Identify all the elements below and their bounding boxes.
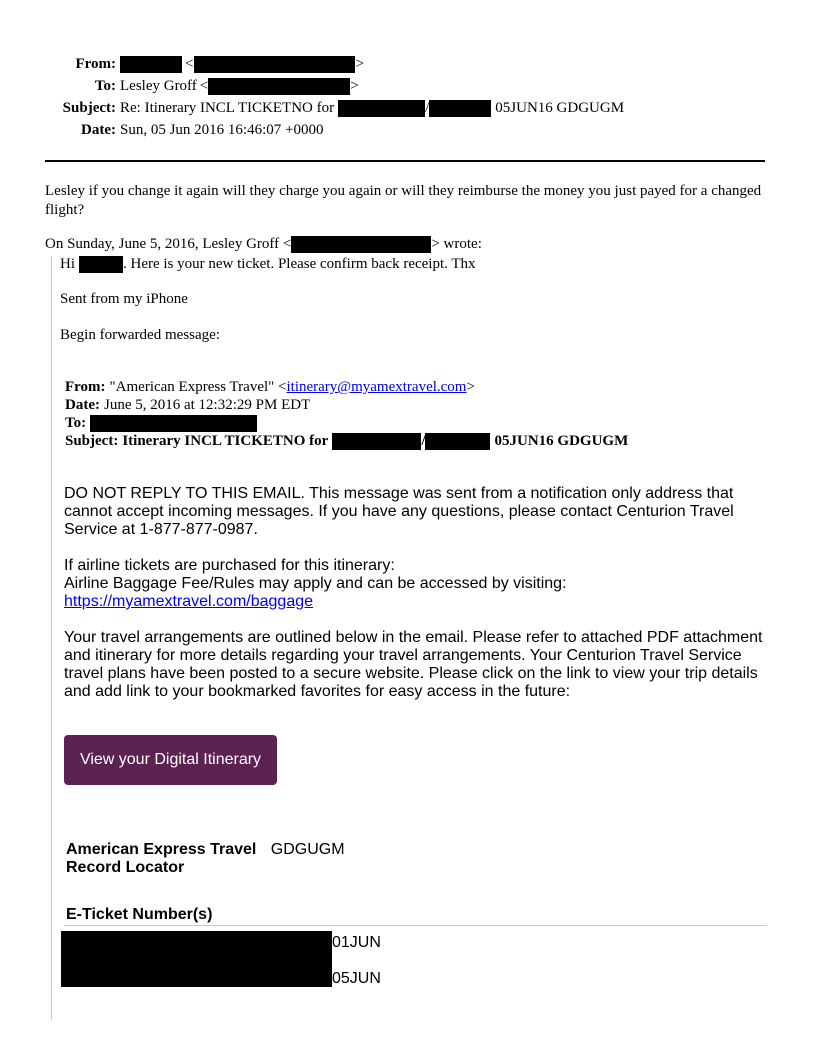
header-date-row [0,119,816,141]
quote-prefix: On Sunday, June 5, 2016, Lesley Groff < [45,236,292,252]
to-name: Lesley Groff [120,77,197,94]
fwd-subject-suffix: 05JUN16 GDGUGM [494,433,629,449]
quoted-greeting [60,256,476,273]
greeting-hi: Hi [60,256,75,272]
record-label-2: Record Locator [66,859,185,876]
fwd-subject-prefix: Itinerary INCL TICKETNO for [122,433,329,449]
arrangements-text: Your travel arrangements are outlined below in the email. Please refer to attached PDF attachment and itinerary for more details regarding your travel arrangements. Your Centurion Travel Service travel plans have been posted to a secure website. Please click on the link to view your trip details and add link to your bookmarked favorites for easy access in the future: [64,629,763,700]
fwd-subject-label: Subject: [65,433,119,449]
fwd-date-label: Date: [65,397,100,413]
subject-suffix: 05JUN16 GDGUGM [495,99,625,116]
fwd-subject-slash: / [421,433,426,449]
fwd-subject-row [65,432,628,450]
record-label-1: American Express Travel [66,841,257,858]
fwd-from-email-link[interactable]: itinerary@myamextravel.com [286,379,467,395]
subject-prefix: Re: Itinerary INCL TICKETNO for [120,99,335,116]
subject-label: Subject: [62,99,116,116]
redacted-fwd-ticket-name-2 [425,433,490,450]
redacted-sender-name [120,56,182,73]
begin-forwarded: Begin forwarded message: [60,327,220,343]
redacted-sender-email [194,56,355,73]
eticket-date-2: 05JUN [332,970,381,987]
header-subject-row [0,97,816,119]
fwd-from-close: > [466,379,475,395]
redacted-greeting-name [79,256,123,273]
header-from-row [0,53,816,75]
from-label: From: [75,55,116,72]
fwd-from-label: From: [65,379,106,395]
forwarded-header [65,378,628,450]
no-reply-notice: DO NOT REPLY TO THIS EMAIL. This message was sent from a notification only address that cannot accept incoming messages. If you have any questions, please contact Centurion Travel Service at 1-877-877-0987. [64,485,734,538]
quoted-message [51,256,767,1020]
redacted-fwd-recipient [90,415,257,432]
fwd-date-row [65,396,628,414]
fwd-from-row [65,378,628,396]
eticket-heading: E-Ticket Number(s) [66,906,213,923]
quote-suffix: > wrote: [431,236,482,252]
view-itinerary-button[interactable]: View your Digital Itinerary [64,735,277,785]
eticket-date-1: 01JUN [332,934,381,951]
baggage-link[interactable]: https://myamextravel.com/baggage [64,593,314,610]
redacted-quoted-email [291,236,431,253]
eticket-divider [64,925,767,926]
header-divider [45,160,765,162]
date-label: Date: [81,121,116,138]
email-header [0,53,816,141]
greeting-rest: . Here is your new ticket. Please confirm back receipt. Thx [123,256,476,272]
header-to-row [0,75,816,97]
airline-notice [64,557,764,611]
redacted-eticket-numbers [61,931,332,987]
angle-open: < [199,77,209,94]
angle-close: > [350,77,359,94]
fwd-to-row [65,414,628,432]
sent-from: Sent from my iPhone [60,291,188,307]
record-locator [66,841,345,877]
quote-attribution [45,236,482,253]
redacted-ticket-name-1 [338,100,425,117]
angle-open: < [185,55,194,72]
angle-close: > [355,55,364,72]
redacted-ticket-name-2 [429,100,491,117]
airline-line-2: Airline Baggage Fee/Rules may apply and can be accessed by visiting: [64,575,567,592]
fwd-from-name: "American Express Travel" < [109,379,287,395]
redacted-fwd-ticket-name-1 [332,433,421,450]
date-value: Sun, 05 Jun 2016 16:46:07 +0000 [120,121,324,138]
airline-line-1: If airline tickets are purchased for this itinerary: [64,557,395,574]
reply-body: Lesley if you change it again will they charge you again or will they reimburse the money you just payed for a changed flight? [45,183,762,218]
redacted-recipient-email [208,78,350,95]
record-value: GDGUGM [270,841,345,858]
fwd-to-label: To: [65,415,87,431]
subject-slash: / [425,99,430,116]
to-label: To: [94,77,116,94]
fwd-date-value: June 5, 2016 at 12:32:29 PM EDT [103,397,311,413]
